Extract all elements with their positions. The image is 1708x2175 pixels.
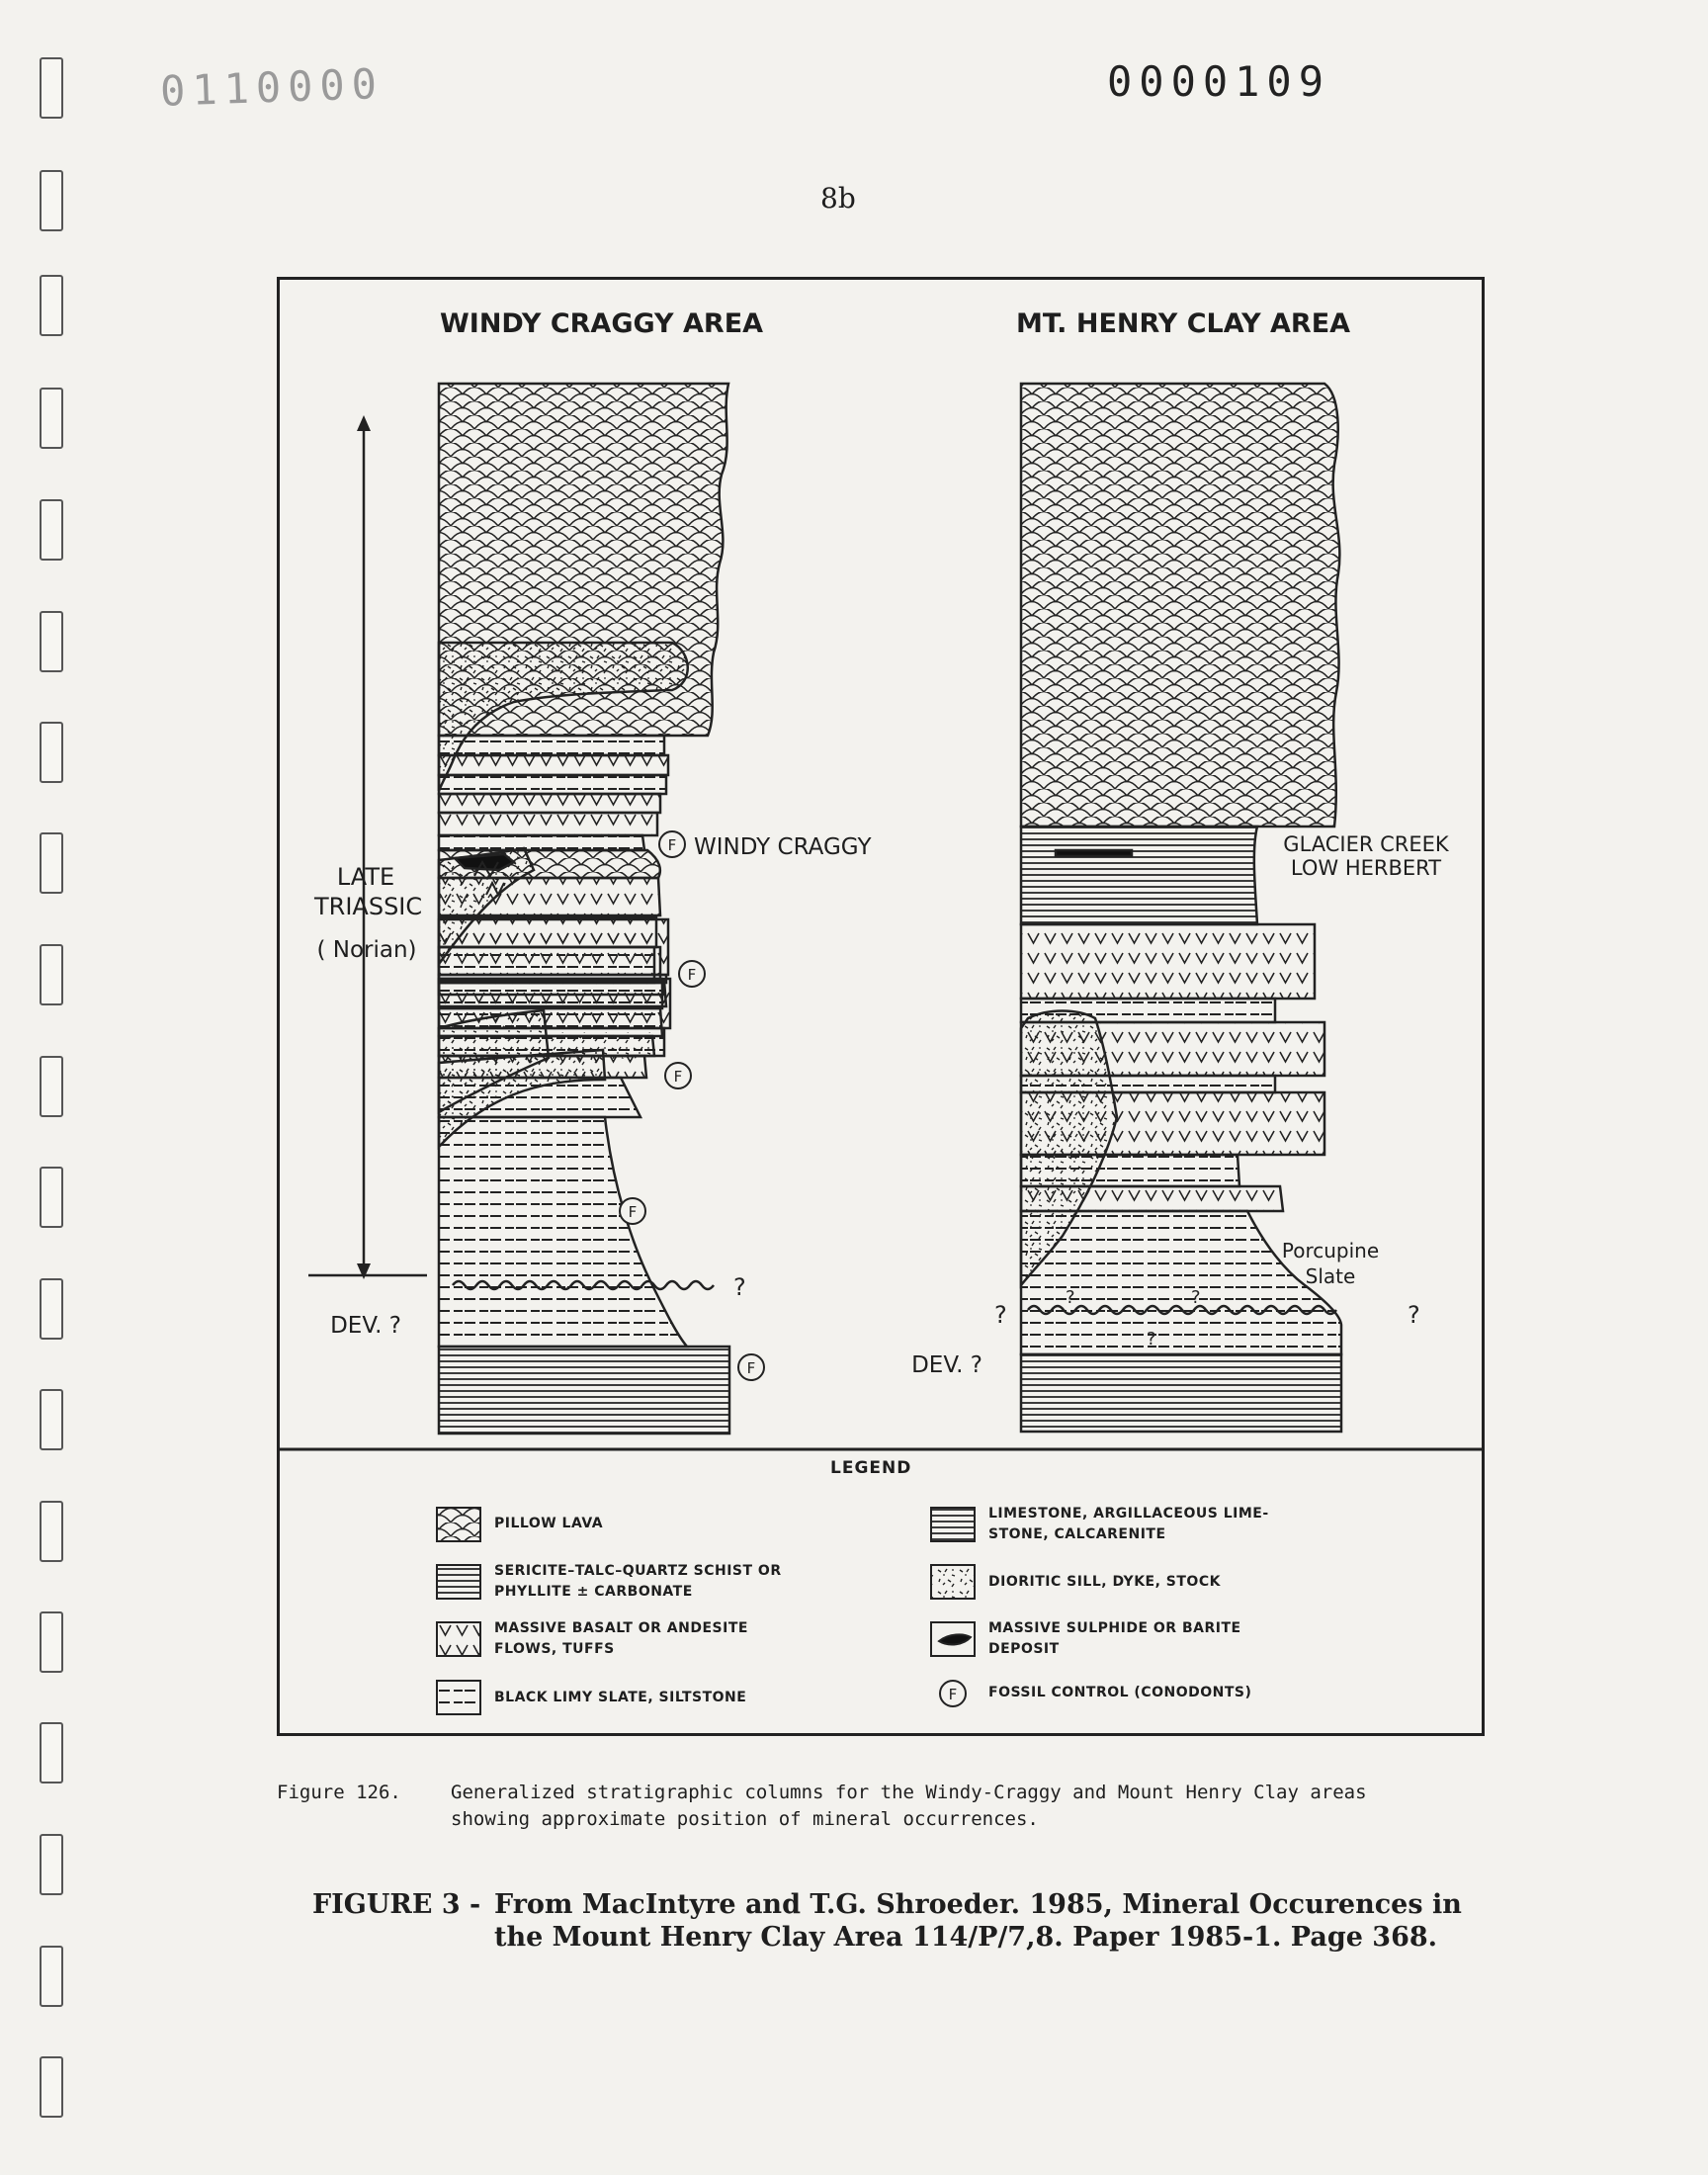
basalt-flow-unit — [439, 794, 660, 813]
page-number: 8b — [820, 182, 856, 215]
figure-126-text: Generalized stratigraphic columns for the Windy-Craggy and Mount Henry Clay areas showing approximate position of mineral occurrences. — [451, 1782, 1367, 1830]
legend-label-pillow-lava: PILLOW LAVA — [494, 1516, 604, 1531]
fossil-control-marker — [679, 961, 705, 987]
fossil-control-marker — [659, 831, 685, 857]
fossil-control-marker — [738, 1354, 764, 1380]
figure-3-citation: From MacIntyre and T.G. Shroeder. 1985, Mineral Occurences in the Mount Henry Clay Area 114/P/7,8. Paper 1985-1. Page 368. — [494, 1889, 1462, 1953]
uncertainty-mark: ? — [1191, 1287, 1201, 1308]
svg-text:F: F — [687, 966, 697, 984]
limestone-unit — [1021, 1354, 1341, 1432]
glacier-creek-label: GLACIER CREEK LOW HERBERT — [1283, 832, 1449, 880]
norian-label: ( Norian) — [316, 937, 417, 963]
legend-swatch-limestone — [931, 1508, 975, 1541]
legend-label-sulphide: MASSIVE SULPHIDE OR BARITE DEPOSIT — [988, 1620, 1241, 1657]
figure-3-caption — [312, 1888, 1479, 1954]
fossil-control-marker — [620, 1198, 645, 1224]
figure-126-caption — [277, 1780, 1463, 1833]
uncertainty-mark: ? — [1066, 1287, 1075, 1308]
basalt-flow-unit — [439, 979, 670, 1028]
legend-swatch-schist — [437, 1565, 480, 1599]
uncertainty-mark: ? — [1147, 1329, 1156, 1349]
black-slate-unit — [439, 775, 666, 794]
legend-label-limestone: LIMESTONE, ARGILLACEOUS LIME-STONE, CALCARENITE — [988, 1506, 1269, 1542]
svg-text:F: F — [673, 1068, 683, 1086]
legend-label-schist: SERICITE–TALC–QUARTZ SCHIST OR PHYLLITE ± CARBONATE — [494, 1563, 782, 1600]
legend-swatch-slate — [437, 1681, 480, 1714]
legend-swatch-fossil — [940, 1681, 966, 1706]
limestone-unit — [439, 1347, 729, 1434]
legend-label-diorite: DIORITIC SILL, DYKE, STOCK — [988, 1574, 1221, 1590]
black-slate-unit — [439, 736, 664, 755]
pillow-lava-unit — [1021, 384, 1339, 826]
legend-swatch-pillow-lava — [437, 1508, 480, 1541]
legend-label-basalt: MASSIVE BASALT OR ANDESITE FLOWS, TUFFS — [494, 1620, 748, 1657]
windy-craggy-title: WINDY CRAGGY AREA — [440, 308, 764, 339]
windy-craggy-deposit-label: WINDY CRAGGY — [694, 834, 872, 860]
basalt-flow-unit — [439, 813, 657, 835]
sulphide-deposit — [1056, 850, 1132, 856]
legend-label-slate: BLACK LIMY SLATE, SILTSTONE — [494, 1690, 747, 1705]
document-number-stamp: 0000109 — [1107, 57, 1331, 106]
black-slate-unit — [439, 835, 644, 850]
fossil-control-marker — [665, 1063, 691, 1088]
uncertainty-mark: ? — [1408, 1301, 1420, 1329]
black-slate-unit — [439, 1117, 687, 1347]
late-triassic-label: LATE TRIASSIC — [314, 863, 423, 920]
devonian-label-right: DEV. ? — [911, 1352, 982, 1378]
figure-3-label: FIGURE 3 - — [312, 1889, 481, 1920]
legend-swatch-diorite — [931, 1565, 975, 1599]
svg-text:F: F — [746, 1359, 756, 1377]
figure-126-label: Figure 126. — [277, 1782, 401, 1803]
svg-text:F: F — [667, 836, 677, 854]
age-range-arrow — [308, 415, 427, 1279]
black-slate-unit — [439, 1028, 664, 1056]
svg-text:F: F — [948, 1686, 958, 1703]
legend-swatch-basalt — [437, 1622, 480, 1656]
basalt-flow-unit — [439, 919, 668, 975]
document-number-stamp-faded: 0110000 — [159, 59, 384, 116]
svg-text:F: F — [628, 1203, 638, 1221]
windy-craggy-column — [439, 384, 729, 1434]
limestone-unit — [1021, 826, 1257, 924]
uncertainty-mark: ? — [994, 1301, 1007, 1329]
uncertainty-mark: ? — [733, 1273, 746, 1301]
legend-title: LEGEND — [830, 1458, 912, 1478]
mt-henry-clay-title: MT. HENRY CLAY AREA — [1016, 308, 1351, 339]
devonian-label-left: DEV. ? — [330, 1313, 401, 1339]
sulphide-deposit — [455, 854, 514, 870]
legend-label-fossil: FOSSIL CONTROL (CONODONTS) — [988, 1685, 1252, 1700]
basalt-flow-unit — [439, 755, 668, 775]
porcupine-slate-label: Porcupine Slate — [1281, 1239, 1380, 1288]
basalt-flow-unit — [1021, 924, 1315, 999]
